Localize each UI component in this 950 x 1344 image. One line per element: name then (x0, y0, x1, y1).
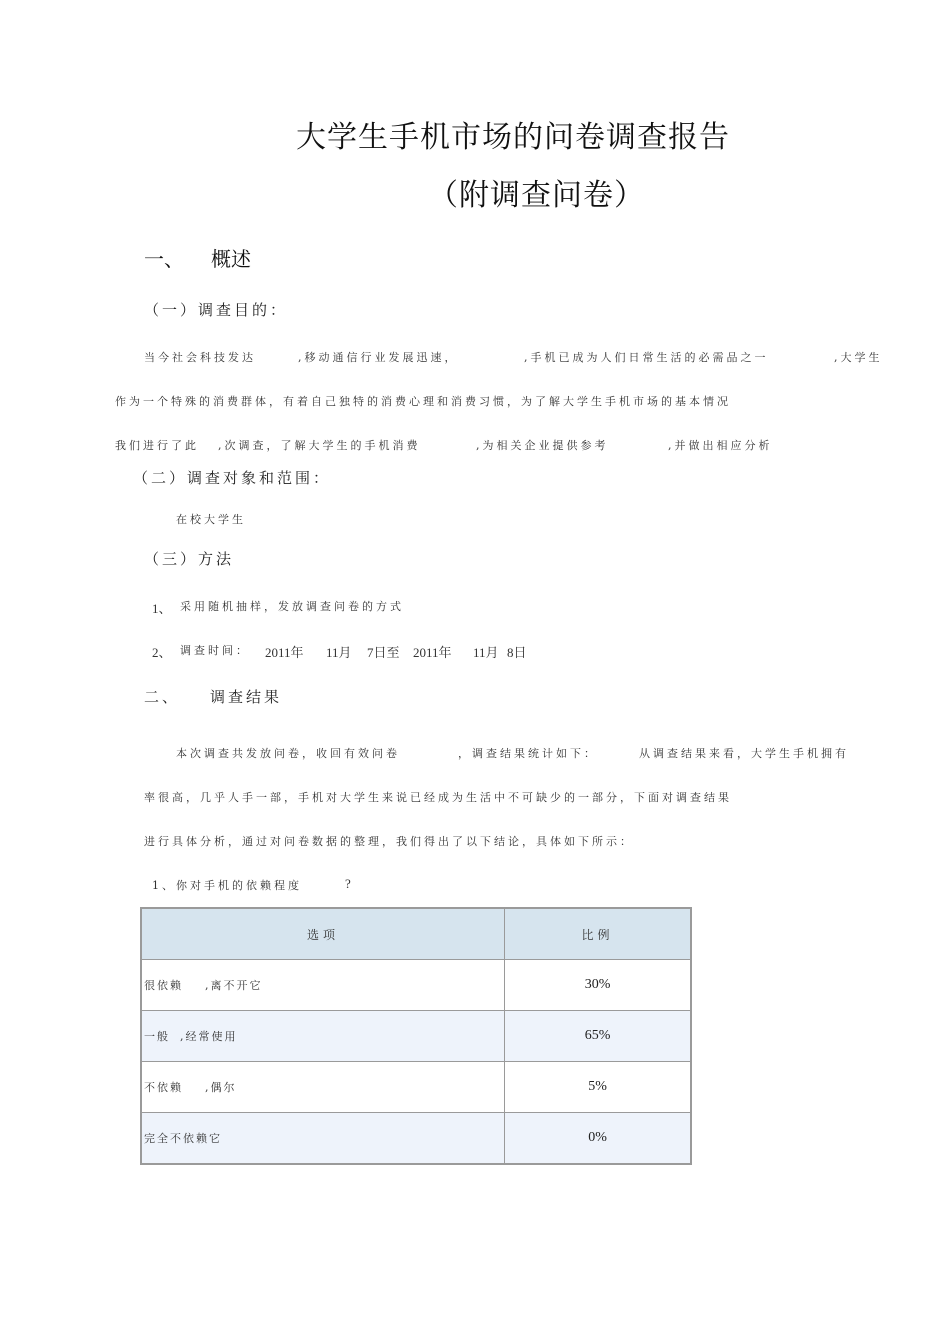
paragraph-text: ,为相关企业提供参考 (476, 439, 609, 452)
object-heading: （二）调查对象和范围： (133, 469, 332, 487)
date-part: 11月 (473, 645, 499, 660)
header-ratio: 比例 (505, 908, 691, 960)
header-option: 选项 (141, 908, 505, 960)
paragraph-text: ,次调查，了解大学生的手机消费 (218, 439, 421, 452)
paragraph-text: 率很高，几乎人手一部，手机对大学生来说已经成为生活中不可缺少的一部分，下面对调查结果 (144, 791, 732, 804)
object-text: 在校大学生 (176, 513, 246, 526)
ratio-cell: 30% (505, 960, 691, 1011)
option-cell (141, 960, 505, 1011)
table-header-row (141, 908, 691, 960)
table-row (141, 1011, 691, 1062)
paragraph-text: ，调查结果统计如下： (458, 747, 598, 760)
option-text: 不依赖 (144, 1081, 183, 1094)
option-text: ,偶尔 (205, 1081, 237, 1094)
table-row (141, 1062, 691, 1113)
results-table (140, 907, 692, 1165)
paragraph-text: ,并做出相应分析 (668, 439, 773, 452)
list-item-text: 调查时间： (180, 644, 250, 657)
date-part: 8日 (507, 645, 527, 660)
paragraph-text: 进行具体分析，通过对问卷数据的整理，我们得出了以下结论，具体如下所示： (144, 835, 634, 848)
list-number: 1、 (152, 601, 172, 616)
paragraph-text: 我们进行了此 (115, 439, 199, 452)
paragraph-text: ,手机已成为人们日常生活的必需品之一 (524, 351, 769, 364)
date-part: 11月 (326, 645, 352, 660)
option-text: ,离不开它 (205, 979, 263, 992)
date-part: 7日至 (367, 645, 400, 660)
section-number: 一、 (144, 247, 184, 271)
method-heading: （三）方法 (144, 550, 235, 568)
option-text: 完全不依赖它 (144, 1132, 222, 1145)
question-label: 1、你对手机的依赖程度 (152, 879, 302, 892)
table-row (141, 1113, 691, 1165)
paragraph-text: 本次调查共发放问卷，收回有效问卷 (176, 747, 400, 760)
option-text: 一般 (144, 1030, 170, 1043)
table-row (141, 960, 691, 1011)
ratio-cell: 0% (505, 1113, 691, 1165)
option-cell (141, 1113, 505, 1165)
paragraph-text: 当今社会科技发达 (144, 351, 256, 364)
doc-title: 大学生手机市场的问卷调查报告 (296, 120, 730, 155)
section-heading: 调查结果 (210, 688, 283, 706)
paragraph-text: 作为一个特殊的消费群体，有着自己独特的消费心理和消费习惯，为了解大学生手机市场的基本情况 (115, 395, 731, 408)
ratio-cell: 5% (505, 1062, 691, 1113)
option-text: ,经常使用 (180, 1030, 238, 1043)
date-part: 2011年 (265, 645, 304, 660)
ratio-cell: 65% (505, 1011, 691, 1062)
paragraph-text: ,移动通信行业发展迅速， (298, 351, 459, 364)
option-cell (141, 1011, 505, 1062)
purpose-heading: （一）调查目的： (144, 301, 289, 319)
paragraph-text: ,大学生 (834, 351, 883, 364)
date-part: 2011年 (413, 645, 452, 660)
option-text: 很依赖 (144, 979, 183, 992)
section-number: 二、 (144, 688, 181, 706)
section-heading: 概述 (211, 247, 251, 271)
question-mark: ? (345, 876, 351, 891)
doc-subtitle: （附调查问卷） (428, 178, 645, 213)
list-number: 2、 (152, 645, 172, 660)
option-cell (141, 1062, 505, 1113)
paragraph-text: 从调查结果来看，大学生手机拥有 (639, 747, 849, 760)
list-item-text: 采用随机抽样，发放调查问卷的方式 (180, 600, 404, 613)
